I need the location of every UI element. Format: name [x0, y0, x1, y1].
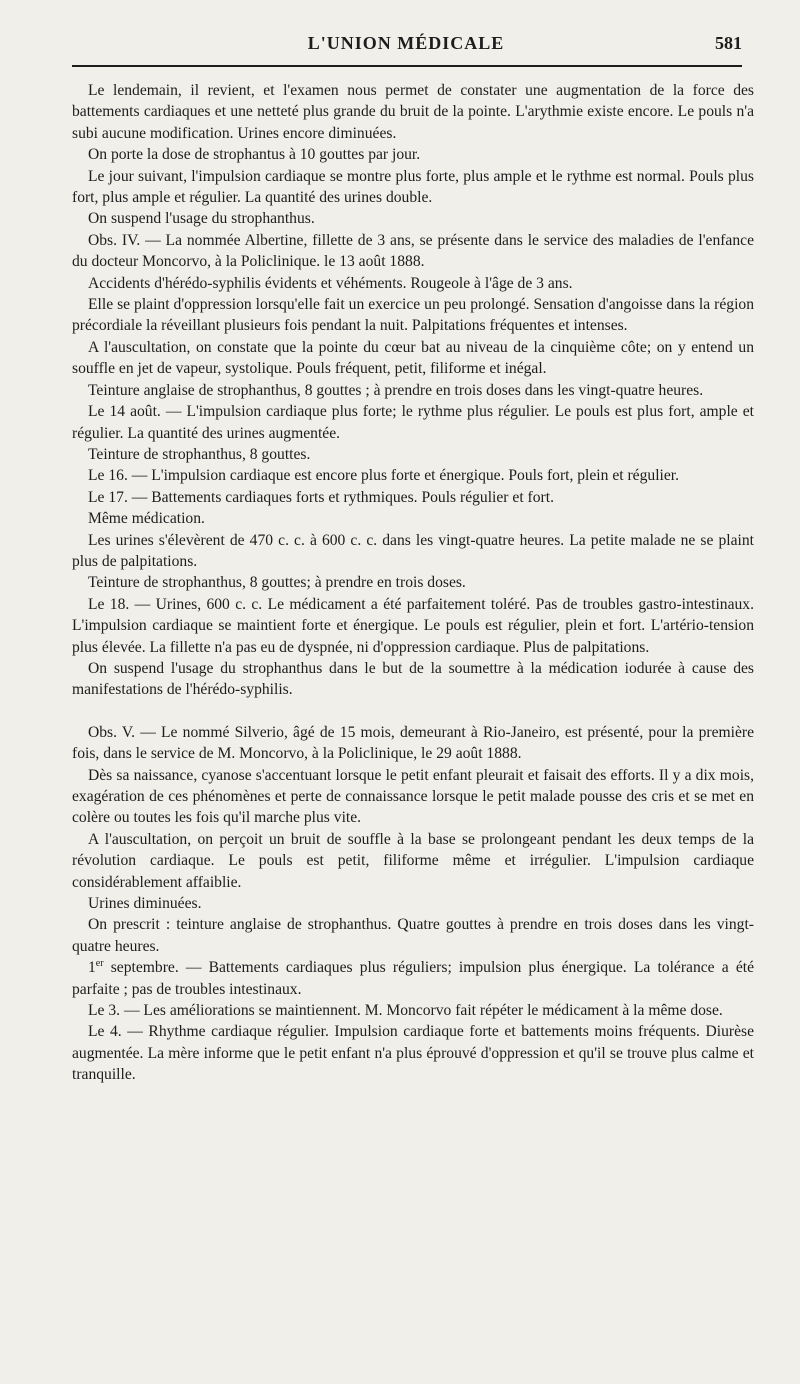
date-day: 1	[88, 959, 96, 977]
paragraph: Le 14 août. — L'impulsion cardiaque plus forte; le rythme plus régulier. Le pouls est plus fort, ample et régulier. La quantité des urines augmentée.	[72, 403, 754, 442]
date-ordinal: er	[95, 958, 104, 970]
page-header	[70, 33, 742, 57]
paragraph: Teinture anglaise de strophanthus, 8 gouttes ; à prendre en trois doses dans les vingt-quatre heures.	[88, 381, 704, 399]
paragraph: Teinture de strophanthus, 8 gouttes.	[88, 445, 311, 463]
paragraph: On prescrit : teinture anglaise de strophanthus. Quatre gouttes à prendre en trois doses dans les vingt-quatre heures.	[72, 916, 754, 955]
paragraph: Même médication.	[88, 510, 205, 528]
paragraph: Urines diminuées.	[88, 895, 202, 913]
paragraph: Elle se plaint d'oppression lorsqu'elle fait un exercice un peu prolongé. Sensation d'angoisse dans la région précordiale la réveillant plusieurs fois pendant la nuit. Palpitations fréquentes et intenses.	[72, 296, 754, 335]
paragraph: A l'auscultation, on perçoit un bruit de souffle à la base se prolongeant pendant les deux temps de la révolution cardiaque. Le pouls est petit, filiforme même et irrégulier. L'impulsion cardiaque considérablement affaiblie.	[72, 830, 754, 891]
paragraph	[72, 957, 754, 1000]
paragraph: Le 17. — Battements cardiaques forts et rythmiques. Pouls régulier et fort.	[88, 488, 554, 506]
paragraph: Le 4. — Rhythme cardiaque régulier. Impulsion cardiaque forte et battements moins fréquents. Diurèse augmentée. La mère informe que le petit enfant n'a plus éprouvé d'oppression et qu'il se trouve plus calme et tranquille.	[72, 1023, 754, 1084]
page-number: 581	[715, 33, 742, 53]
paragraph: Les urines s'élevèrent de 470 c. c. à 600 c. c. dans les vingt-quatre heures. La petite malade ne se plaint plus de palpitations.	[72, 531, 754, 570]
paragraph: Obs. V. — Le nommé Silverio, âgé de 15 mois, demeurant à Rio-Janeiro, est présenté, pour la première fois, dans le service de M. Moncorvo, à la Policlinique, le 29 août 1888.	[72, 723, 754, 763]
paragraph: Le lendemain, il revient, et l'examen nous permet de constater une augmentation de la force des battements cardiaques et une netteté plus grande du bruit de la pointe. L'arythmie existe encore. Le pouls n'a subi aucune modification. Urines encore diminuées.	[72, 82, 754, 142]
paragraph: Teinture de strophanthus, 8 gouttes; à prendre en trois doses.	[88, 574, 466, 592]
paragraph: Accidents d'hérédo-syphilis évidents et véhéments. Rougeole à l'âge de 3 ans.	[88, 274, 573, 292]
paragraph: Le 16. — L'impulsion cardiaque est encore plus forte et énergique. Pouls fort, plein et régulier.	[88, 467, 680, 485]
paragraph: On porte la dose de strophantus à 10 gouttes par jour.	[88, 146, 421, 164]
paragraph: Le 3. — Les améliorations se maintiennent. M. Moncorvo fait répéter le médicament à la même dose.	[88, 1002, 723, 1020]
paragraph: On suspend l'usage du strophanthus dans le but de la soumettre à la médication iodurée à cause des manifestations de l'hérédo-syphilis.	[72, 659, 754, 699]
paragraph-text: septembre. — Battements cardiaques plus réguliers; impulsion plus énergique. La tolérance a été parfaite ; pas de troubles intestinaux.	[72, 959, 754, 998]
paragraph: Le 18. — Urines, 600 c. c. Le médicament a été parfaitement toléré. Pas de troubles gastro-intestinaux. L'impulsion cardiaque se maintient forte et énergique. Le pouls est régulier, plein et fort. L'artério-tension plus élevée. La fillette n'a pas eu de dyspnée, ni d'oppression cardiaque. Plus de palpitations.	[72, 595, 754, 656]
paragraph: Dès sa naissance, cyanose s'accentuant lorsque le petit enfant pleurait et faisait des efforts. Il y a dix mois, exagération de ces phénomènes et perte de connaissance lorsque le petit malade pousse des cris et se met en colère ou toutes les fois qu'il marche plus vite.	[72, 766, 754, 827]
paragraph: Le jour suivant, l'impulsion cardiaque se montre plus forte, plus ample et le rythme est normal. Pouls plus fort, plus ample et régulier. La quantité des urines double.	[72, 167, 754, 207]
article-body	[72, 80, 754, 1086]
header-rule	[72, 65, 742, 67]
paragraph: On suspend l'usage du strophanthus.	[88, 210, 315, 228]
paragraph: A l'auscultation, on constate que la pointe du cœur bat au niveau de la cinquième côte; on y entend un souffle en jet de vapeur, systolique. Pouls fréquent, petit, filiforme et inégal.	[72, 338, 754, 378]
paragraph: Obs. IV. — La nommée Albertine, fillette de 3 ans, se présente dans le service des maladies de l'enfance du docteur Moncorvo, à la Policlinique. le 13 août 1888.	[72, 231, 754, 271]
journal-title: L'UNION MÉDICALE	[307, 33, 505, 53]
